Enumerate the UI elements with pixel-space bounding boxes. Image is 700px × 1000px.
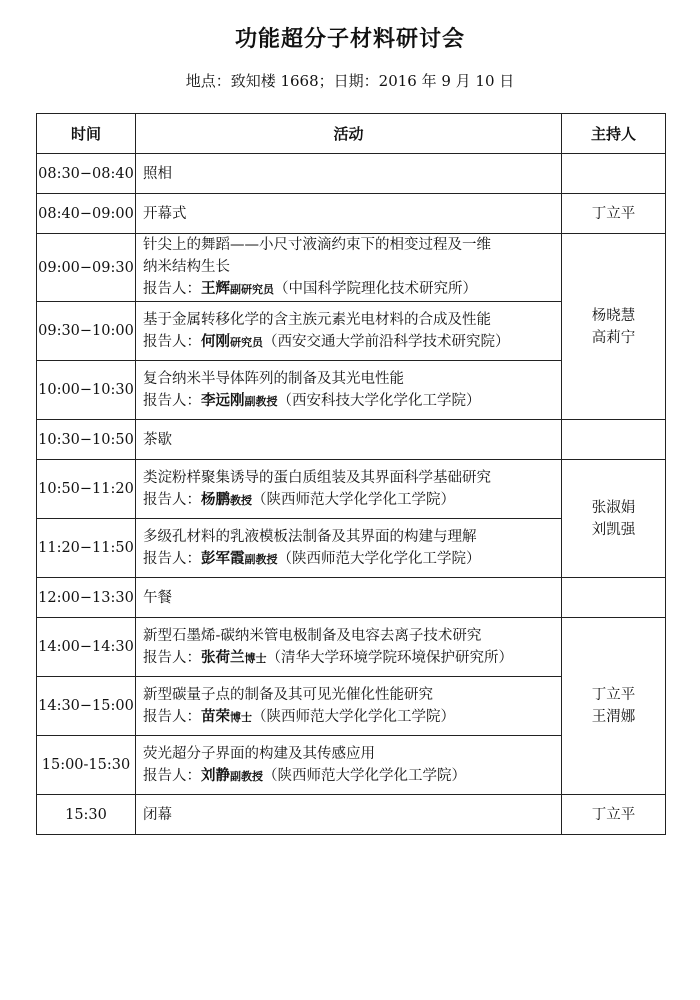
- time-cell: 08:40−09:00: [37, 194, 136, 234]
- host-cell: [562, 234, 666, 420]
- speaker-affiliation: （陕西师范大学化学化工学院）: [252, 708, 455, 725]
- time-cell: 14:00−14:30: [37, 618, 136, 677]
- speaker-rank: 博士: [230, 710, 252, 724]
- speaker-rank: 副研究员: [230, 283, 274, 296]
- host-name: 高莉宁: [591, 329, 636, 346]
- reporter-prefix: 报告人：: [143, 649, 201, 666]
- activity-cell: [136, 618, 562, 677]
- speaker-rank: 研究员: [230, 335, 263, 349]
- host-name: 张淑娟: [591, 499, 636, 516]
- table-row: [37, 795, 666, 835]
- reporter-line: [143, 548, 557, 571]
- host-cell: [562, 420, 666, 460]
- speaker-name: 刘静: [201, 767, 230, 784]
- speaker-affiliation: （西安科技大学化学化工学院）: [277, 392, 481, 409]
- activity-cell: 闭幕: [136, 795, 562, 835]
- reporter-prefix: 报告人：: [143, 392, 201, 409]
- host-name: 杨晓慧: [591, 307, 636, 324]
- activity-cell: [136, 736, 562, 795]
- speaker-name: 王辉: [201, 281, 230, 297]
- host-name: 丁立平: [591, 806, 636, 823]
- activity-cell: [136, 519, 562, 578]
- time-cell: 15:30: [37, 795, 136, 835]
- talk-title: 基于金属转移化学的含主族元素光电材料的合成及性能: [143, 311, 491, 328]
- host-cell: [562, 194, 666, 234]
- time-cell: 10:00−10:30: [37, 361, 136, 420]
- header-time: 时间: [37, 114, 136, 154]
- speaker-name: 彭军霞: [201, 550, 245, 567]
- speaker-rank: 副教授: [230, 769, 263, 783]
- activity-cell: 茶歇: [136, 420, 562, 460]
- speaker-affiliation: （西安交通大学前沿科学技术研究院）: [263, 333, 510, 350]
- host-cell: [562, 154, 666, 194]
- talk-title: 纳米结构生长: [143, 259, 230, 275]
- table-row: [37, 194, 666, 234]
- host-name: 王渭娜: [591, 709, 636, 725]
- header-host: 主持人: [562, 114, 666, 154]
- talk-title: 新型碳量子点的制备及其可见光催化性能研究: [143, 686, 433, 703]
- time-cell: 11:20−11:50: [37, 519, 136, 578]
- speaker-affiliation: （陕西师范大学化学化工学院）: [252, 491, 455, 508]
- speaker-rank: 副教授: [244, 552, 278, 566]
- reporter-prefix: 报告人：: [143, 550, 201, 567]
- reporter-prefix: 报告人：: [143, 333, 201, 350]
- host-name: 丁立平: [591, 687, 636, 703]
- document-title: 功能超分子材料研讨会: [234, 27, 465, 52]
- speaker-name: 杨鹏: [201, 491, 230, 508]
- talk-title: 荧光超分子界面的构建及其传感应用: [143, 745, 375, 762]
- header-activity: 活动: [136, 114, 562, 154]
- host-cell: [562, 618, 666, 795]
- reporter-line: [143, 489, 557, 512]
- activity-cell: [136, 677, 562, 736]
- speaker-affiliation: （陕西师范大学化学化工学院）: [263, 767, 466, 784]
- reporter-prefix: 报告人：: [143, 281, 201, 297]
- table-row: [37, 618, 666, 677]
- speaker-affiliation: （清华大学环境学院环境保护研究所）: [266, 649, 513, 666]
- host-name: 丁立平: [591, 205, 636, 222]
- time-cell: 10:50−11:20: [37, 460, 136, 519]
- speaker-name: 张荷兰: [201, 649, 245, 666]
- table-row: [37, 420, 666, 460]
- time-cell: 09:30−10:00: [37, 302, 136, 361]
- reporter-line: [143, 706, 557, 729]
- schedule-table: [36, 113, 666, 835]
- speaker-rank: 博士: [244, 651, 267, 665]
- time-cell: 10:30−10:50: [37, 420, 136, 460]
- speaker-affiliation: （陕西师范大学化学化工学院）: [277, 550, 481, 567]
- reporter-line: [143, 278, 557, 301]
- time-cell: 14:30−15:00: [37, 677, 136, 736]
- host-name: 刘凯强: [591, 521, 636, 538]
- activity-cell: [136, 234, 562, 302]
- activity-cell: [136, 302, 562, 361]
- venue-date-line: 地点：致知楼 1668；日期：2016 年 9 月 10 日: [185, 72, 515, 90]
- activity-cell: [136, 460, 562, 519]
- activity-cell: [136, 361, 562, 420]
- speaker-affiliation: （中国科学院理化技术研究所）: [274, 281, 477, 297]
- activity-cell: 开幕式: [136, 194, 562, 234]
- speaker-name: 何刚: [201, 333, 230, 350]
- reporter-prefix: 报告人：: [143, 491, 201, 508]
- table-row: [37, 154, 666, 194]
- talk-title: 多级孔材料的乳液模板法制备及其界面的构建与理解: [143, 528, 477, 545]
- time-cell: 15:00-15:30: [37, 736, 136, 795]
- table-header-row: [37, 114, 666, 154]
- host-cell: [562, 795, 666, 835]
- talk-title: 复合纳米半导体阵列的制备及其光电性能: [143, 370, 404, 387]
- speaker-rank: 教授: [230, 493, 252, 507]
- activity-cell: 午餐: [136, 578, 562, 618]
- host-cell: [562, 578, 666, 618]
- speaker-name: 苗荣: [201, 708, 230, 725]
- speaker-rank: 副教授: [244, 394, 278, 408]
- reporter-line: [143, 765, 557, 788]
- time-cell: 08:30−08:40: [37, 154, 136, 194]
- talk-title: 针尖上的舞蹈——小尺寸液滴约束下的相变过程及一维: [143, 237, 491, 253]
- speaker-name: 李远刚: [201, 392, 245, 409]
- table-row: [37, 234, 666, 302]
- activity-cell: 照相: [136, 154, 562, 194]
- reporter-prefix: 报告人：: [143, 708, 201, 725]
- reporter-line: [143, 647, 557, 670]
- reporter-prefix: 报告人：: [143, 767, 201, 784]
- reporter-line: [143, 390, 557, 413]
- time-cell: 09:00−09:30: [37, 234, 136, 302]
- talk-title: 类淀粉样聚集诱导的蛋白质组装及其界面科学基础研究: [143, 469, 491, 486]
- table-row: [37, 460, 666, 519]
- table-row: [37, 578, 666, 618]
- reporter-line: [143, 331, 557, 354]
- talk-title: 新型石墨烯-碳纳米管电极制备及电容去离子技术研究: [143, 627, 482, 644]
- time-cell: 12:00−13:30: [37, 578, 136, 618]
- host-cell: [562, 460, 666, 578]
